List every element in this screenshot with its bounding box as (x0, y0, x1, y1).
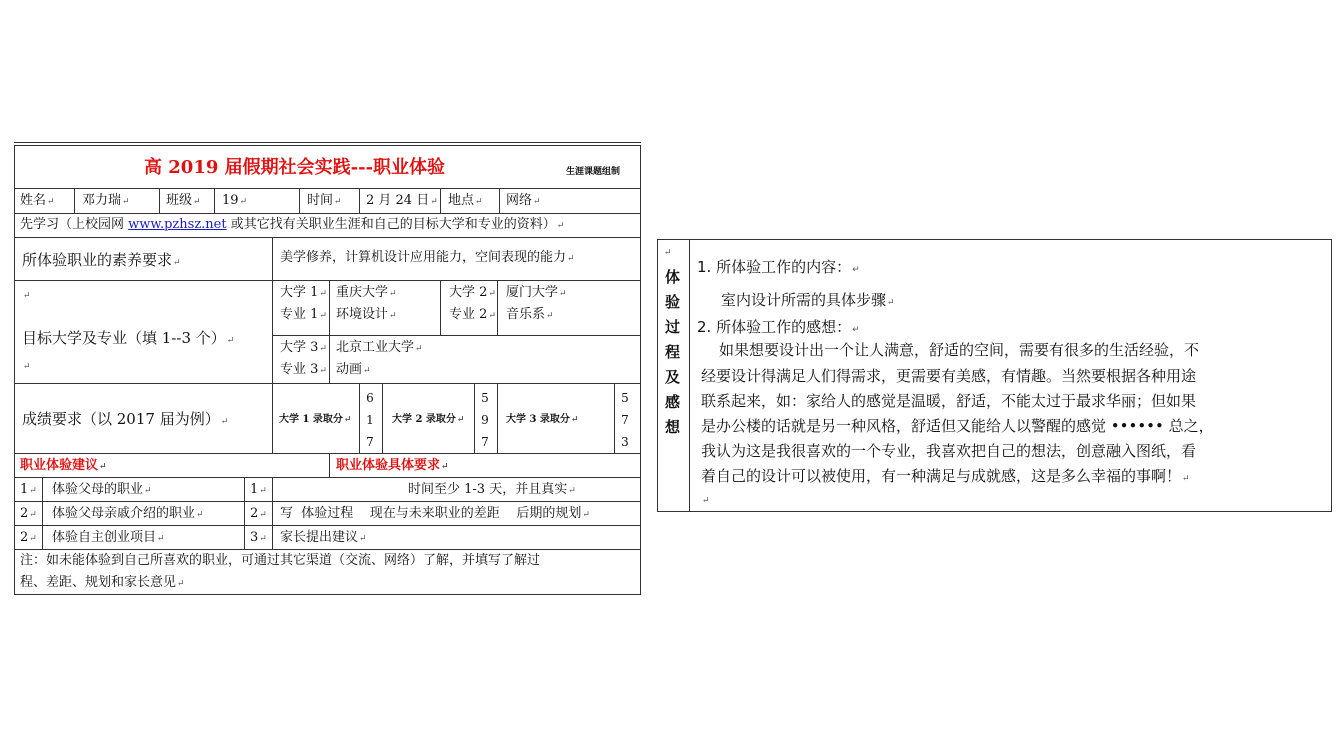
advice-num-1: 1↵ (20, 482, 37, 497)
side-char-5: 及 (665, 368, 681, 386)
reflection-line-1: 如果想要设计出一个让人满意，舒适的空间，需要有很多的生活经验，不 (719, 341, 1200, 359)
major2-label: 专业 2↵ (449, 307, 496, 322)
major3-label: 专业 3↵ (280, 362, 327, 377)
time-label: 时间↵ (307, 193, 342, 208)
content-text: 室内设计所需的具体步骤↵ (721, 291, 895, 309)
uni1-value: 重庆大学↵ (336, 285, 397, 300)
prestudy-text: 先学习（上校园网 www.pzhsz.net 或其它找有关职业生涯和自己的目标大学和专业的资料）↵ (20, 217, 565, 232)
score-label: 成绩要求（以 2017 届为例）↵ (22, 410, 229, 428)
reflection-line-2: 经要设计得满足人们得需求，更需要有美感，有情趣。当然要根据各种用途 (701, 367, 1197, 385)
score3-label: 大学 3 录取分↵ (506, 414, 579, 425)
score3-digit-2: 7 (621, 413, 629, 427)
side-char-3: 过 (665, 318, 681, 336)
form-title: 高 2019 届假期社会实践---职业体验 (144, 157, 446, 178)
score2-digit-1: 5 (481, 391, 489, 405)
advice-num-3: 2↵ (20, 530, 37, 545)
reflection-line-4: 是办公楼的话就是另一种风格，舒适但又能给人以警醒的感觉 •••••• 总之， (701, 417, 1214, 435)
reflection-line-5: 我认为这是我很喜欢的一个专业，我喜欢把自己的想法，创意融入图纸，看 (701, 442, 1197, 460)
school-site-link[interactable]: www.pzhsz.net (128, 217, 227, 232)
side-char-7: 想 (665, 418, 681, 436)
major2-value: 音乐系↵ (506, 307, 554, 322)
reflection-line-3: 联系起来，如：家给人的感觉是温暖，舒适，不能太过于最求华丽；但如果 (701, 392, 1197, 410)
time-value: 2 月 24 日↵ (366, 193, 438, 208)
place-label: 地点↵ (448, 193, 483, 208)
uni2-value: 厦门大学↵ (506, 285, 567, 300)
require-text-3: 家长提出建议↵ (280, 530, 367, 545)
form-title-tag: 生涯课题组制 (566, 167, 621, 177)
side-char-4: 程 (665, 343, 681, 361)
score1-digit-3: 7 (366, 435, 374, 449)
return-mark-3: ↵ (664, 248, 672, 258)
advice-text-1: 体验父母的职业↵ (52, 482, 152, 497)
major3-value: 动画↵ (336, 362, 371, 377)
heading-content: 1. 所体验工作的内容：↵ (697, 258, 860, 276)
quality-value: 美学修养，计算机设计应用能力，空间表现的能力↵ (280, 250, 575, 265)
require-header: 职业体验具体要求↵ (336, 458, 449, 473)
note-line-1: 注：如未能体验到自己所喜欢的职业，可通过其它渠道（交流、网络）了解，并填写了解过 (20, 553, 541, 568)
require-num-1: 1↵ (250, 482, 267, 497)
require-num-2: 2↵ (250, 506, 267, 521)
reflection-line-6: 着自己的设计可以被使用，有一种满足与成就感，这是多么幸福的事啊！↵ (701, 467, 1190, 485)
require-text-2: 写 体验过程 现在与未来职业的差距 后期的规划↵ (280, 506, 590, 521)
major1-value: 环境设计↵ (336, 307, 397, 322)
career-form (14, 145, 641, 595)
place-value: 网络↵ (506, 193, 541, 208)
side-char-6: 感 (665, 393, 681, 411)
score1-label: 大学 1 录取分↵ (279, 414, 352, 425)
target-label: 目标大学及专业（填 1--3 个）↵ (22, 329, 235, 347)
major1-label: 专业 1↵ (280, 307, 327, 322)
note-line-2: 程、差距、规划和家长意见↵ (20, 575, 185, 590)
uni3-value: 北京工业大学↵ (336, 340, 423, 355)
score1-digit-1: 6 (366, 391, 374, 405)
uni1-label: 大学 1↵ (280, 285, 327, 300)
return-mark-2: ↵ (23, 362, 31, 372)
quality-label: 所体验职业的素养要求↵ (22, 251, 181, 269)
heading-reflection: 2. 所体验工作的感想：↵ (697, 318, 860, 336)
score2-digit-3: 7 (481, 435, 489, 449)
class-value: 19↵ (222, 193, 248, 208)
reflection-panel (657, 239, 1332, 512)
advice-text-2: 体验父母亲戚介绍的职业↵ (52, 506, 204, 521)
name-value: 邓力瑞↵ (82, 193, 130, 208)
uni3-label: 大学 3↵ (280, 340, 327, 355)
advice-num-2: 2↵ (20, 506, 37, 521)
score3-digit-3: 3 (621, 435, 629, 449)
advice-header: 职业体验建议↵ (20, 458, 107, 473)
uni2-label: 大学 2↵ (449, 285, 496, 300)
score2-digit-2: 9 (481, 413, 489, 427)
score2-label: 大学 2 录取分↵ (392, 414, 465, 425)
require-text-1: 时间至少 1-3 天，并且真实↵ (408, 482, 576, 497)
score1-digit-2: 1 (366, 413, 374, 427)
class-label: 班级↵ (166, 193, 201, 208)
return-mark: ↵ (23, 291, 31, 301)
side-char-2: 验 (665, 293, 681, 311)
return-mark-4: ↵ (702, 496, 710, 506)
require-num-3: 3↵ (250, 530, 267, 545)
side-char-1: 体 (665, 268, 681, 286)
advice-text-3: 体验自主创业项目↵ (52, 530, 165, 545)
name-label: 姓名↵ (20, 193, 55, 208)
score3-digit-1: 5 (621, 391, 629, 405)
